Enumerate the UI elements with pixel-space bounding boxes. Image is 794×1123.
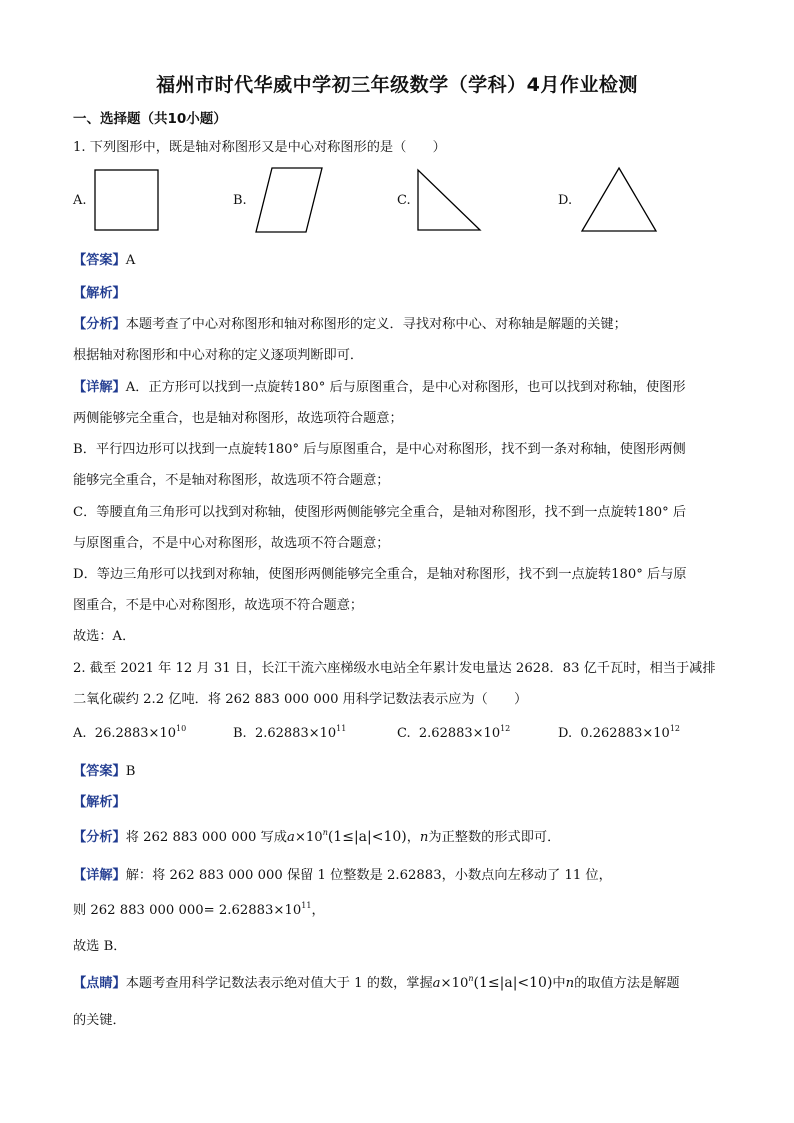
q1-answer: [73, 249, 135, 268]
dianjing-text: 本题考查用科学记数法表示绝对值大于 1 的数，掌握: [125, 976, 433, 991]
q1-option-d-label: D.: [558, 193, 573, 208]
math-a: a: [432, 976, 441, 991]
math-times: ×10: [294, 830, 323, 845]
answer-tag: 【答案】: [73, 764, 126, 779]
xiangjie-text: 解：将 262 883 000 000 保留 1 位整数是 2.62883，小数点向左移动了 11 位，: [125, 868, 612, 883]
dianjing-text-end: 的取值方法是解题: [574, 976, 680, 991]
q2-dianjing-2: 的关键．: [73, 1013, 126, 1028]
answer-value: B: [125, 764, 136, 779]
q2-option-a: [73, 724, 186, 741]
option-label: C.: [397, 726, 411, 741]
q2-answer: [73, 760, 135, 779]
option-exponent: 10: [176, 724, 187, 733]
option-mantissa: 2.62883×10: [418, 726, 501, 741]
q2-option-b: [233, 724, 346, 741]
dianjing-tag: 【点睛】: [73, 976, 126, 991]
q2-fenxi: 【分析】将 262 883 000 000 写成$a\times 10^n(1\le|a|<10)$，n为正整数的形式即可．: [73, 828, 561, 845]
math-n: n: [468, 974, 474, 983]
page-title: 福州市时代华威中学初三年级数学（学科）4月作业检测: [156, 74, 638, 96]
dianjing-mid: 中: [552, 976, 566, 991]
equilateral-triangle-icon: [580, 166, 660, 234]
q2-dianjing: [73, 972, 680, 991]
q1-xiangjie-8: 图重合，不是中心对称图形，故选项不符合题意；: [73, 598, 364, 613]
option-mantissa: 0.262883×10: [580, 726, 670, 741]
q1-xiangjie-2: 两侧能够完全重合，也是轴对称图形，故选项符合题意；: [73, 411, 403, 426]
math-n: n: [565, 976, 575, 991]
math-range: (1≤|a|<10): [473, 975, 553, 991]
xiangjie-comma: ，: [311, 903, 325, 918]
option-label: B.: [233, 726, 247, 741]
option-exponent: 11: [336, 724, 347, 733]
q1-option-b-label: B.: [233, 193, 247, 208]
q1-xiangjie-4: 能够完全重合，不是轴对称图形，故选项不符合题意；: [73, 473, 390, 488]
answer-value: A: [125, 253, 136, 268]
option-label: D.: [558, 726, 573, 741]
q2-stem-1: 2. 截至 2021 年 12 月 31 日，长江干流六座梯级水电站全年累计发电量达 2628．83 亿千瓦时，相当于减排: [73, 661, 716, 676]
q2-option-d: [558, 724, 680, 741]
q1-stem: 1. 下列图形中，既是轴对称图形又是中心对称图形的是（ ）: [73, 140, 446, 155]
xiangjie-expr: 则 262 883 000 000= 2.62883×10: [73, 903, 302, 918]
q1-xiangjie-6: 与原图重合，不是中心对称图形，故选项不符合题意；: [73, 536, 390, 551]
q1-analysis-tag: [73, 282, 126, 301]
q2-stem-2: 二氧化碳约 2.2 亿吨．将 262 883 000 000 用科学记数法表示应为（ ）: [73, 692, 528, 707]
analysis-tag: 【解析】: [73, 795, 126, 810]
right-triangle-icon: [416, 168, 484, 232]
math-n: n: [322, 828, 328, 837]
xiangjie-text: A．正方形可以找到一点旋转180° 后与原图重合，是中心对称图形，也可以找到对称轴，使图形: [125, 380, 686, 395]
q1-conclusion: 故选：A．: [73, 629, 136, 644]
fenxi-tag: 【分析】: [73, 830, 126, 845]
q2-option-c: [397, 724, 510, 741]
q1-xiangjie-7: D．等边三角形可以找到对称轴，使图形两侧能够完全重合，是轴对称图形，找不到一点旋转180° 后与原: [73, 567, 687, 582]
option-label: A.: [73, 726, 87, 741]
math-range: (1≤|a|<10): [327, 829, 407, 845]
math-n: n: [419, 830, 429, 845]
fenxi-text: 本题考查了中心对称图形和轴对称图形的定义．寻找对称中心、对称轴是解题的关键；: [125, 317, 627, 332]
xiangjie-tag: 【详解】: [73, 868, 126, 883]
option-exponent: 12: [669, 724, 681, 733]
fenxi-text: 将 262 883 000 000 写成: [125, 830, 287, 845]
fenxi-tag: 【分析】: [73, 317, 126, 332]
parallelogram-icon: [254, 166, 326, 234]
option-exponent: 12: [500, 724, 511, 733]
q2-xiangjie-1: [73, 864, 612, 883]
section-heading: 一、选择题（共10小题）: [73, 111, 227, 127]
q1-option-c-label: C.: [397, 193, 411, 208]
q1-xiangjie-5: C．等腰直角三角形可以找到对称轴，使图形两侧能够完全重合，是轴对称图形，找不到一点旋转180° 后: [73, 505, 687, 520]
xiangjie-exp: 11: [301, 901, 312, 910]
q1-xiangjie-3: B．平行四边形可以找到一点旋转180° 后与原图重合，是中心对称图形，找不到一条对称轴，使图形两侧: [73, 442, 686, 457]
option-mantissa: 2.62883×10: [254, 726, 337, 741]
q1-xiangjie-1: [73, 376, 686, 395]
math-times: ×10: [440, 976, 469, 991]
q1-fenxi-2: 根据轴对称图形和中心对称的定义逐项判断即可．: [73, 348, 364, 363]
fenxi-text-end: 为正整数的形式即可．: [428, 830, 561, 845]
q1-option-a-label: A.: [73, 193, 87, 208]
q2-xiangjie-2: [73, 899, 325, 918]
math-a: a: [286, 830, 295, 845]
answer-tag: 【答案】: [73, 253, 126, 268]
analysis-tag: 【解析】: [73, 286, 126, 301]
q1-fenxi-1: [73, 313, 627, 332]
q2-analysis-tag: [73, 791, 126, 810]
option-mantissa: 26.2883×10: [94, 726, 176, 741]
xiangjie-tag: 【详解】: [73, 380, 126, 395]
square-icon: [93, 168, 161, 232]
q2-xiangjie-3: 故选 B．: [73, 939, 127, 954]
